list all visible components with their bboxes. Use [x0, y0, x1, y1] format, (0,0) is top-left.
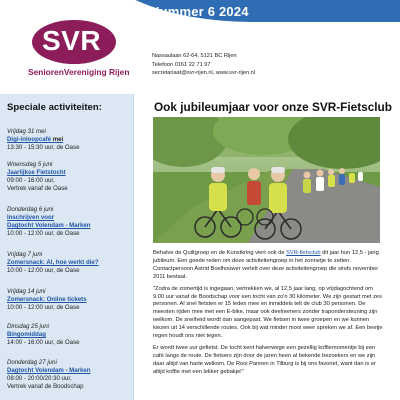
activity-time: 09:00 - 16:00 uur,: [7, 177, 55, 184]
address-street: Nassaulaan 62-64, 5121 BC Rijen: [152, 53, 237, 59]
article-title: Ook jubileumjaar voor onze SVR-Fietsclub: [154, 100, 392, 114]
activity-item: [7, 161, 131, 193]
fietsclub-link[interactable]: SVR-fietsclub: [286, 250, 321, 256]
activity-link[interactable]: Inschrijven voor: [7, 214, 55, 221]
activity-item: [7, 323, 131, 347]
logo-subtitle: SeniorenVereniging Rijen: [28, 67, 130, 77]
activity-location: Vertrek vanaf de Boodschap: [7, 383, 84, 390]
logo-text: SVR: [42, 25, 102, 56]
activity-item: [7, 128, 131, 152]
activity-date: Woensdag 5 juni: [7, 161, 53, 168]
article-paragraph: "Zodra de zomertijd is ingegaan, vertrekken we, al 12,5 jaar lang, op vrijdagochtend om 9.00 uur vanaf de Boodschap voor een tocht van zo'n 30 kilometer. We zijn gestart met zes personen. Al snel fietsten er 15 leden mee en inmiddels telt de club 30 personen. De meesten rijden mee met een E-bike, maar ook deelnemers zonder trapondersteuning zijn welkom. De snelheid wordt dan aangepast. We fietsen in twee groepen en we kunnen kiezen uit 14 verschillende routes. Ook bij wat minder mooi weer spreken we af. Een beetje regen houdt ons niet tegen.: [153, 285, 383, 340]
article-paragraph: Behalve de Quiltgroep en de Kunstkring viert ook de SVR-fietsclub dit jaar hun 12,5 - jarig jubileum. Een goede reden om deze activiteitengroep in het zonnetje te zetten. Contactpersoon Astrid Boelhouwer vertelt over deze activiteitengroep die sinds november 2011 bestaat.: [153, 250, 379, 280]
activity-link[interactable]: Jaarlijkse Fietstocht: [7, 169, 66, 176]
activity-time: 10:00 - 12:00 uur, de Oase: [7, 230, 80, 237]
activity-item: [7, 251, 131, 275]
article-body: [153, 250, 385, 381]
activity-time: 08:00 - 20:00/20:30 uur,: [7, 375, 72, 382]
address-block: [152, 52, 255, 78]
activity-time: 13:30 - 15:30 uur, de Oase: [7, 144, 80, 151]
activity-link[interactable]: Bingomiddag: [7, 331, 46, 338]
activity-time: 10:00 - 12:00 uur, de Oase: [7, 267, 80, 274]
activity-link[interactable]: Dagtocht Volendam - Marken: [7, 367, 91, 374]
activity-time: 10:00 - 12:00 uur, de Oase: [7, 304, 80, 311]
activity-item: [7, 206, 131, 238]
activity-date: Vrijdag 14 juni: [7, 288, 46, 295]
activity-date: Vrijdag 7 juni: [7, 251, 43, 258]
activity-time: 14:00 - 16:00 uur, de Oase: [7, 339, 80, 346]
activity-location: Vertrek vanaf de Oase: [7, 185, 68, 192]
activity-link[interactable]: Zomersnack: Al, hoe werkt die?: [7, 259, 99, 266]
svr-logo: [28, 20, 148, 86]
activity-item: [7, 288, 131, 312]
issue-title: Nummer 6 2024: [150, 4, 249, 19]
activity-date: Donderdag 6 juni: [7, 206, 54, 213]
activity-date: Dinsdag 25 juni: [7, 323, 50, 330]
activity-date: Vrijdag 31 mei: [7, 128, 46, 135]
activity-date: Donderdag 27 juni: [7, 359, 57, 366]
address-email-web[interactable]: secretariaat@svr-rijen.nl, www.svr-rijen.nl: [152, 70, 255, 77]
activities-sidebar: [0, 94, 134, 400]
activity-link[interactable]: Digi-inloopcafé mei: [7, 136, 64, 143]
article-paragraph: Er wordt twee uur gefietst. De tocht kent halverwege een gezellig koffiemomentje bij een café langs de route. De fietsers zijn door de jaren heen al bekende bezoekers en we zijn daar altijd van harte welkom. De Rooi Pannen in Tilburg is bij ons favoriet, want dan is er altijd koffie met een lekker gebakje!": [153, 344, 376, 375]
activity-link[interactable]: Zomersnack: Online tickets: [7, 296, 87, 303]
cyclists-photo: [153, 117, 380, 243]
address-phone: Telefoon 0161 22 71 97: [152, 61, 211, 68]
sidebar-title: Speciale activiteiten:: [7, 102, 102, 113]
activity-link-2[interactable]: Dagtocht Volendam - Marken: [7, 222, 91, 229]
cyclists-illustration: [153, 117, 380, 243]
activity-item: [7, 359, 131, 391]
